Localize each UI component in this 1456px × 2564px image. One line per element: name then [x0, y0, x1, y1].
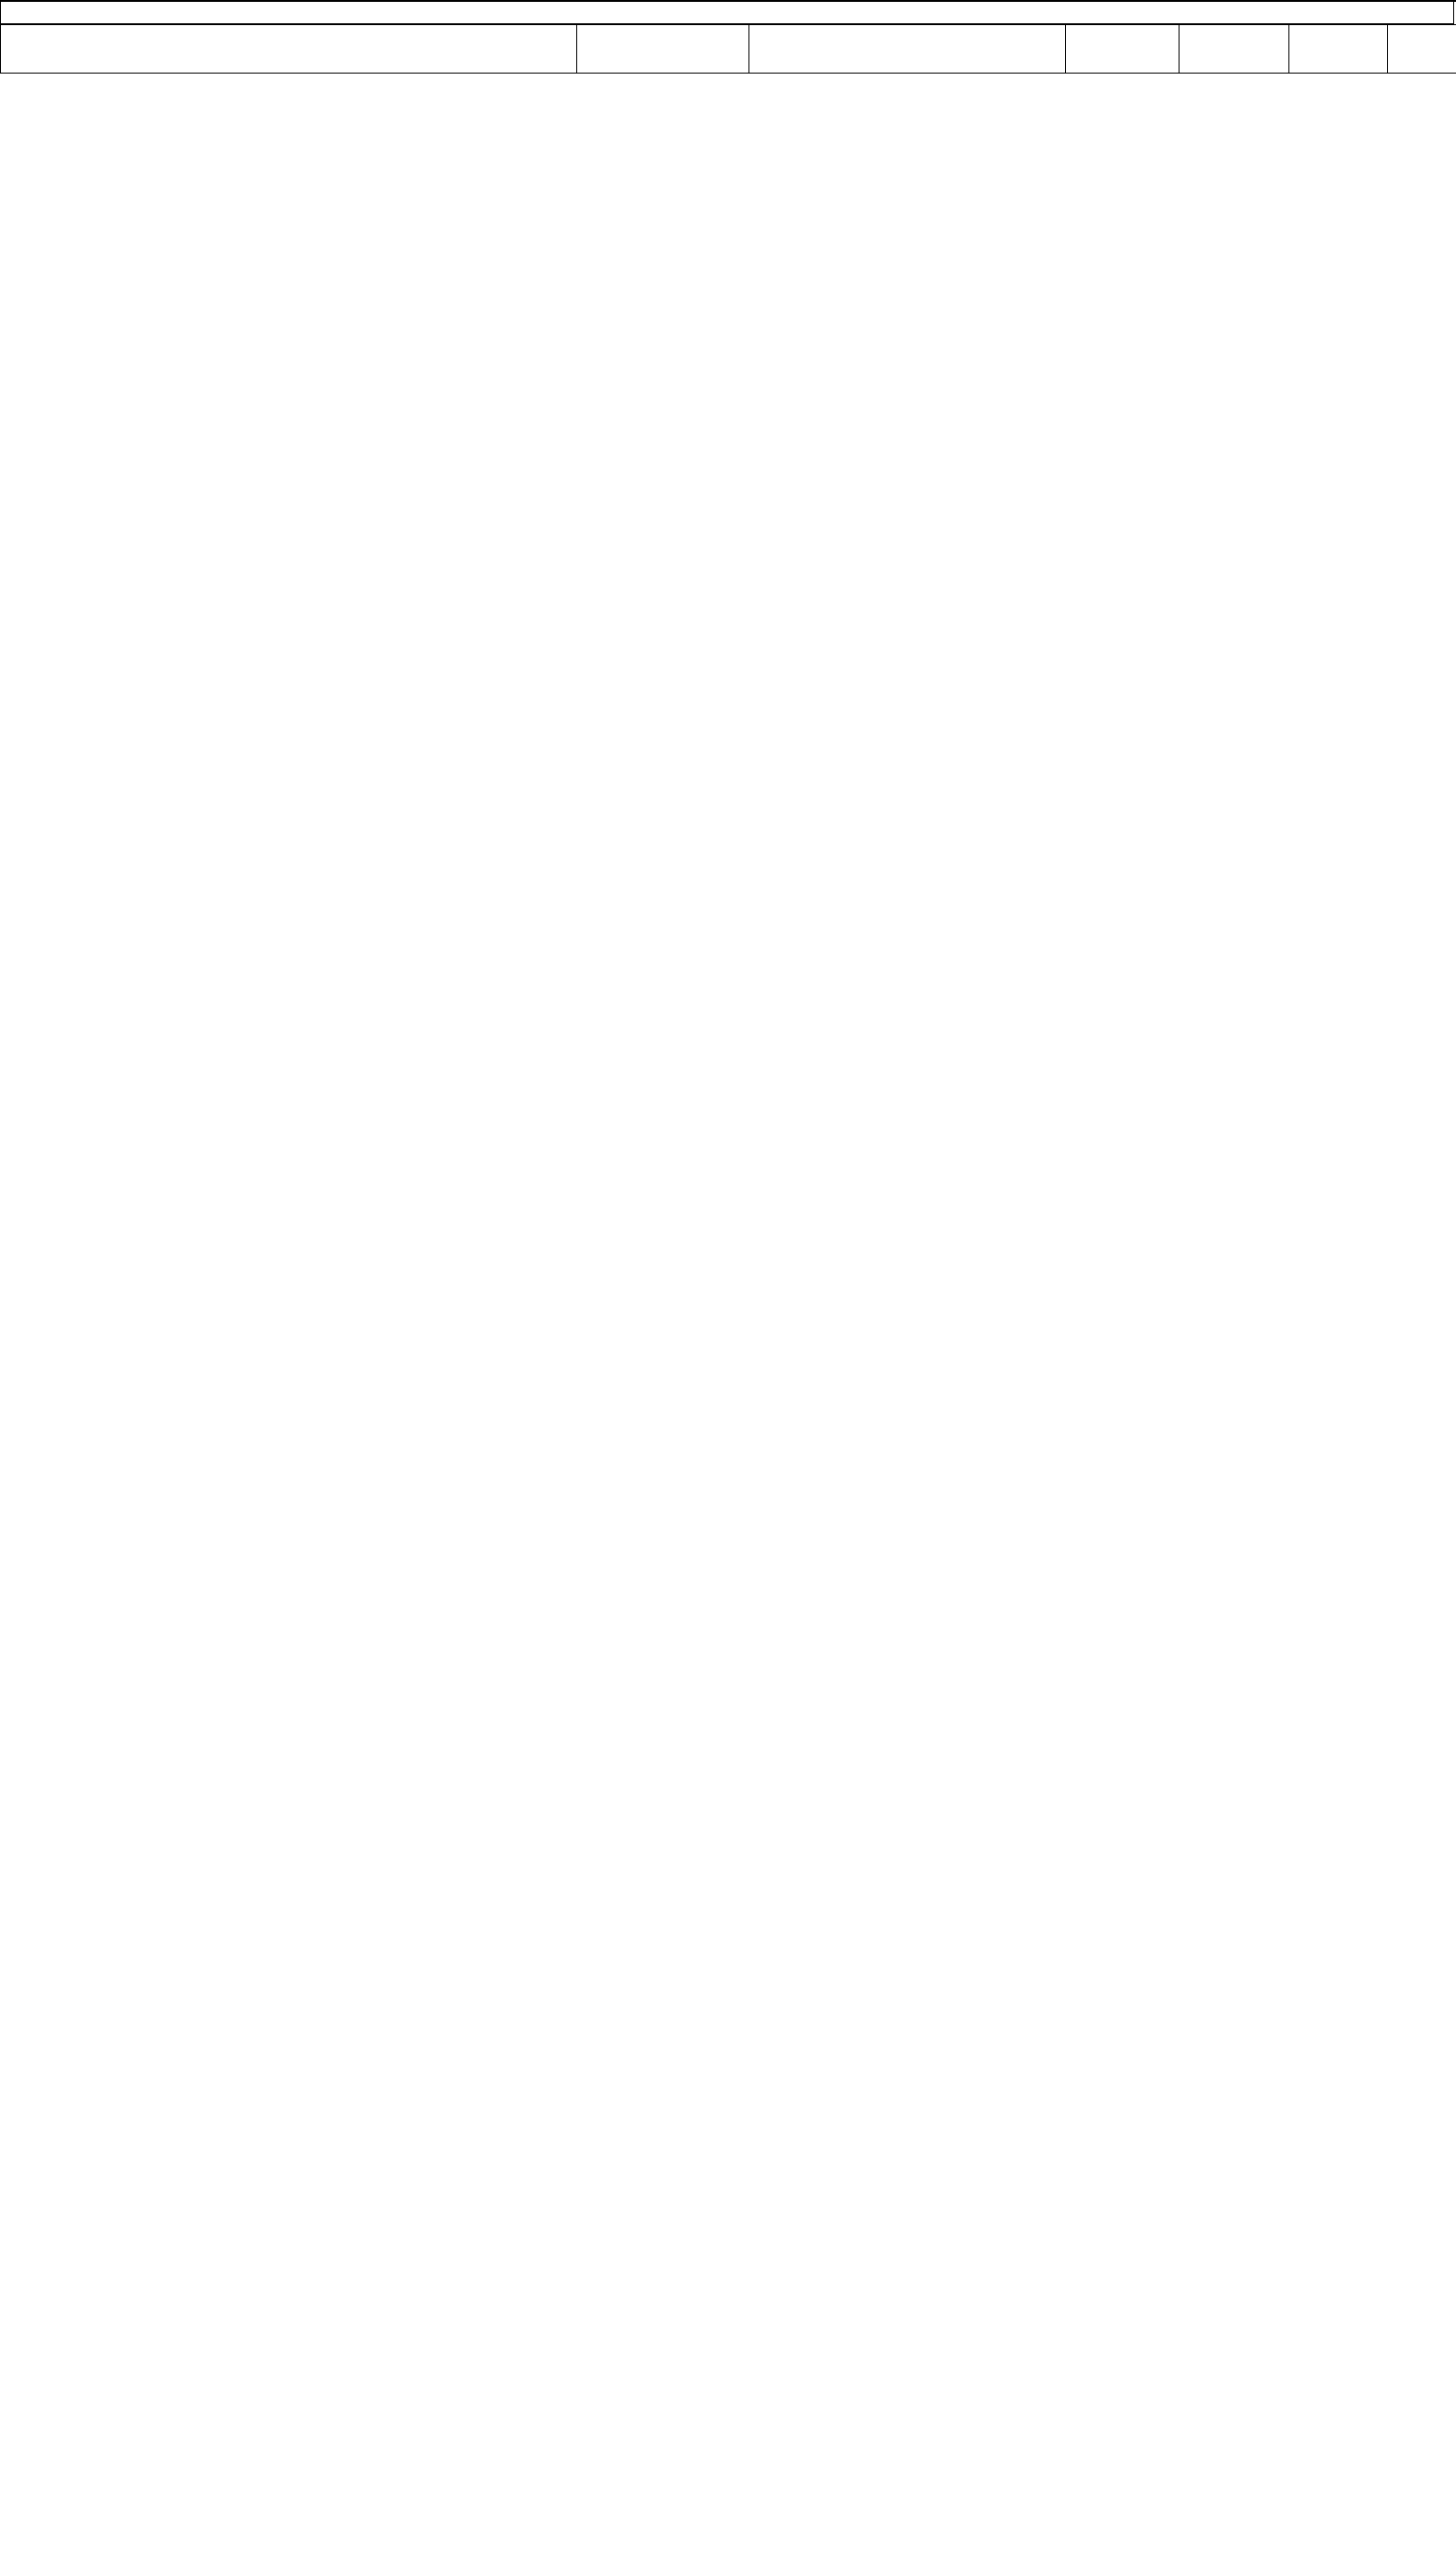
- budget-table: [0, 24, 1456, 74]
- header-importe-inicial: [577, 25, 749, 74]
- header-descripcion: [1, 25, 577, 74]
- header-desviaciones: [749, 25, 1066, 74]
- page-title: [0, 0, 1454, 24]
- notes-box: [0, 0, 1456, 2]
- table-header-row: [1, 25, 1456, 74]
- header-porcentaje: [1388, 25, 1456, 74]
- header-total-previsto: [1066, 25, 1180, 74]
- header-realizado: [1180, 25, 1289, 74]
- header-absolutas: [1289, 25, 1388, 74]
